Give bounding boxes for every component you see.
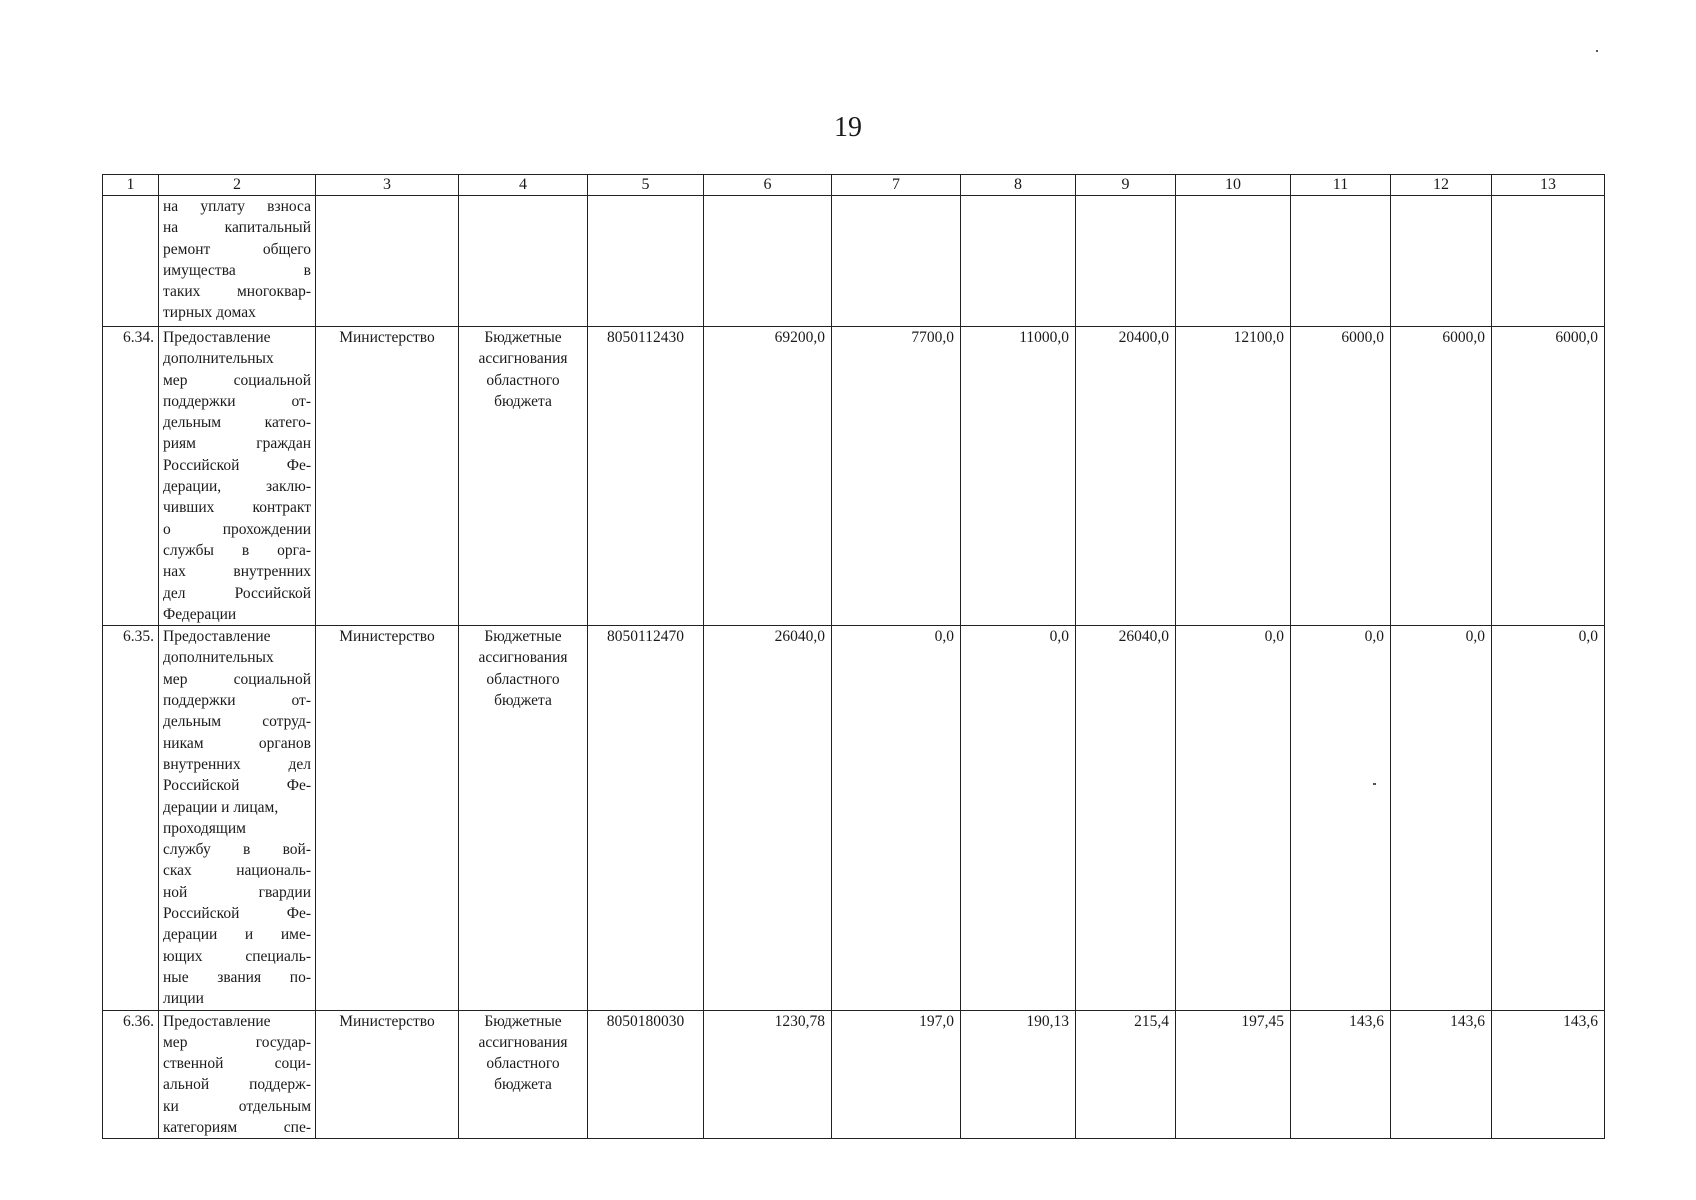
source-line: ассигнования xyxy=(478,350,568,368)
column-header: 8 xyxy=(961,175,1076,196)
budget-code-cell: 8050112470 xyxy=(588,626,704,1010)
name-line: риям граждан xyxy=(163,435,311,453)
page-number: 19 xyxy=(834,112,862,143)
column-header: 1 xyxy=(103,175,159,196)
name-line: ные звания по- xyxy=(163,968,311,986)
name-line: категориям спе- xyxy=(163,1118,311,1136)
year-value-cell: 197,45 xyxy=(1176,1010,1291,1139)
column-header: 12 xyxy=(1391,175,1492,196)
name-line: службу в вой- xyxy=(163,841,311,859)
total-cell: 69200,0 xyxy=(704,327,832,626)
executor-cell: Министерство xyxy=(316,1010,459,1139)
name-line: поддержки от- xyxy=(163,692,311,710)
header-row xyxy=(103,175,1605,196)
name-line: о прохождении xyxy=(163,520,311,538)
name-line: дерации и лицам, xyxy=(163,798,279,816)
name-line: мер государ- xyxy=(163,1033,311,1051)
source-line: ассигнования xyxy=(478,1033,568,1051)
year-value-cell: 0,0 xyxy=(1492,626,1605,1010)
source-line: бюджета xyxy=(494,692,552,710)
column-header: 6 xyxy=(704,175,832,196)
name-line: имущества в xyxy=(163,261,311,279)
name-line: Российской Фе- xyxy=(163,456,311,474)
name-line: дельным катего- xyxy=(163,414,311,432)
source-line: областного xyxy=(486,371,560,389)
name-line: дополнительных xyxy=(163,350,274,368)
name-line: дополнительных xyxy=(163,649,274,667)
year-value-cell: 143,6 xyxy=(1291,1010,1391,1139)
name-line: лиции xyxy=(163,990,204,1008)
column-header: 4 xyxy=(459,175,588,196)
source-line: бюджета xyxy=(494,392,552,410)
year-value-cell: 7700,0 xyxy=(832,327,961,626)
name-line: ственной соци- xyxy=(163,1055,311,1073)
budget-table xyxy=(102,174,1605,1139)
budget-code-cell: 8050112430 xyxy=(588,327,704,626)
year-value-cell: 26040,0 xyxy=(1076,626,1176,1010)
year-value-cell: 6000,0 xyxy=(1492,327,1605,626)
row-index: 6.34. xyxy=(103,327,159,626)
funding-source-cell xyxy=(459,1010,588,1139)
column-header: 3 xyxy=(316,175,459,196)
year-value-cell: 6000,0 xyxy=(1391,327,1492,626)
name-line: Российской Фе- xyxy=(163,777,311,795)
name-line: Российской Фе- xyxy=(163,905,311,923)
source-line: Бюджетные xyxy=(484,329,562,346)
name-line: чивших контракт xyxy=(163,499,311,517)
measure-name-cell xyxy=(159,327,316,626)
year-value-cell: 0,0 xyxy=(832,626,961,1010)
column-header: 11 xyxy=(1291,175,1391,196)
executor-cell: Министерство xyxy=(316,327,459,626)
name-line: поддержки от- xyxy=(163,392,311,410)
source-line: областного xyxy=(486,670,560,688)
name-line: никам органов xyxy=(163,734,311,752)
year-value-cell: 12100,0 xyxy=(1176,327,1291,626)
name-line: дел Российской xyxy=(163,584,311,602)
name-line: дерации и име- xyxy=(163,926,311,944)
column-header: 5 xyxy=(588,175,704,196)
name-line: дерации, заклю- xyxy=(163,478,311,496)
year-value-cell: 0,0 xyxy=(1291,626,1391,1010)
name-line: альной поддерж- xyxy=(163,1076,311,1094)
name-line: сках националь- xyxy=(163,862,311,880)
column-header: 10 xyxy=(1176,175,1291,196)
source-line: областного xyxy=(486,1055,560,1073)
scan-speck xyxy=(1596,50,1598,52)
table-row xyxy=(103,1010,1605,1139)
year-value-cell: 0,0 xyxy=(1391,626,1492,1010)
name-line: таких многоквар- xyxy=(163,283,311,301)
measure-name-cell xyxy=(159,626,316,1010)
column-header: 2 xyxy=(159,175,316,196)
year-value-cell: 143,6 xyxy=(1492,1010,1605,1139)
name-line: проходящим xyxy=(163,819,246,837)
name-line: службы в орга- xyxy=(163,541,311,559)
year-value-cell: 6000,0 xyxy=(1291,327,1391,626)
year-value-cell: 11000,0 xyxy=(961,327,1076,626)
column-header: 7 xyxy=(832,175,961,196)
year-value-cell: 143,6 xyxy=(1391,1010,1492,1139)
name-line: мер социальной xyxy=(163,670,311,688)
measure-name-cell xyxy=(159,196,316,327)
name-line: Предоставление xyxy=(163,628,271,646)
column-header: 9 xyxy=(1076,175,1176,196)
name-line: дельным сотруд- xyxy=(163,713,311,731)
name-line: ки отдельным xyxy=(163,1097,311,1115)
year-value-cell: 0,0 xyxy=(961,626,1076,1010)
budget-code-cell: 8050180030 xyxy=(588,1010,704,1139)
source-line: ассигнования xyxy=(478,649,568,667)
year-value-cell: 0,0 xyxy=(1176,626,1291,1010)
name-line: на уплату взноса xyxy=(163,198,311,215)
year-value-cell: 20400,0 xyxy=(1076,327,1176,626)
executor-cell: Министерство xyxy=(316,626,459,1010)
row-index: 6.36. xyxy=(103,1010,159,1139)
name-line: ремонт общего xyxy=(163,240,311,258)
table-row xyxy=(103,626,1605,1010)
name-line: тирных домах xyxy=(163,304,256,322)
funding-source-cell xyxy=(459,626,588,1010)
funding-source-cell xyxy=(459,327,588,626)
column-header: 13 xyxy=(1492,175,1605,196)
total-cell: 26040,0 xyxy=(704,626,832,1010)
total-cell: 1230,78 xyxy=(704,1010,832,1139)
year-value-cell: 190,13 xyxy=(961,1010,1076,1139)
name-line: нах внутренних xyxy=(163,563,311,581)
name-line: на капитальный xyxy=(163,219,311,237)
name-line: ющих специаль- xyxy=(163,947,311,965)
table-row-continued xyxy=(103,196,1605,327)
year-value-cell: 197,0 xyxy=(832,1010,961,1139)
row-index: 6.35. xyxy=(103,626,159,1010)
year-value-cell: 215,4 xyxy=(1076,1010,1176,1139)
measure-name-cell xyxy=(159,1010,316,1139)
source-line: Бюджетные xyxy=(484,1012,562,1030)
name-line: ной гвардии xyxy=(163,883,311,901)
name-line: мер социальной xyxy=(163,371,311,389)
source-line: бюджета xyxy=(494,1076,552,1094)
name-line: внутренних дел xyxy=(163,755,311,773)
table-row xyxy=(103,327,1605,626)
name-line: Предоставление xyxy=(163,1012,271,1030)
source-line: Бюджетные xyxy=(484,628,562,646)
name-line: Предоставление xyxy=(163,329,271,346)
name-line: Федерации xyxy=(163,605,237,623)
